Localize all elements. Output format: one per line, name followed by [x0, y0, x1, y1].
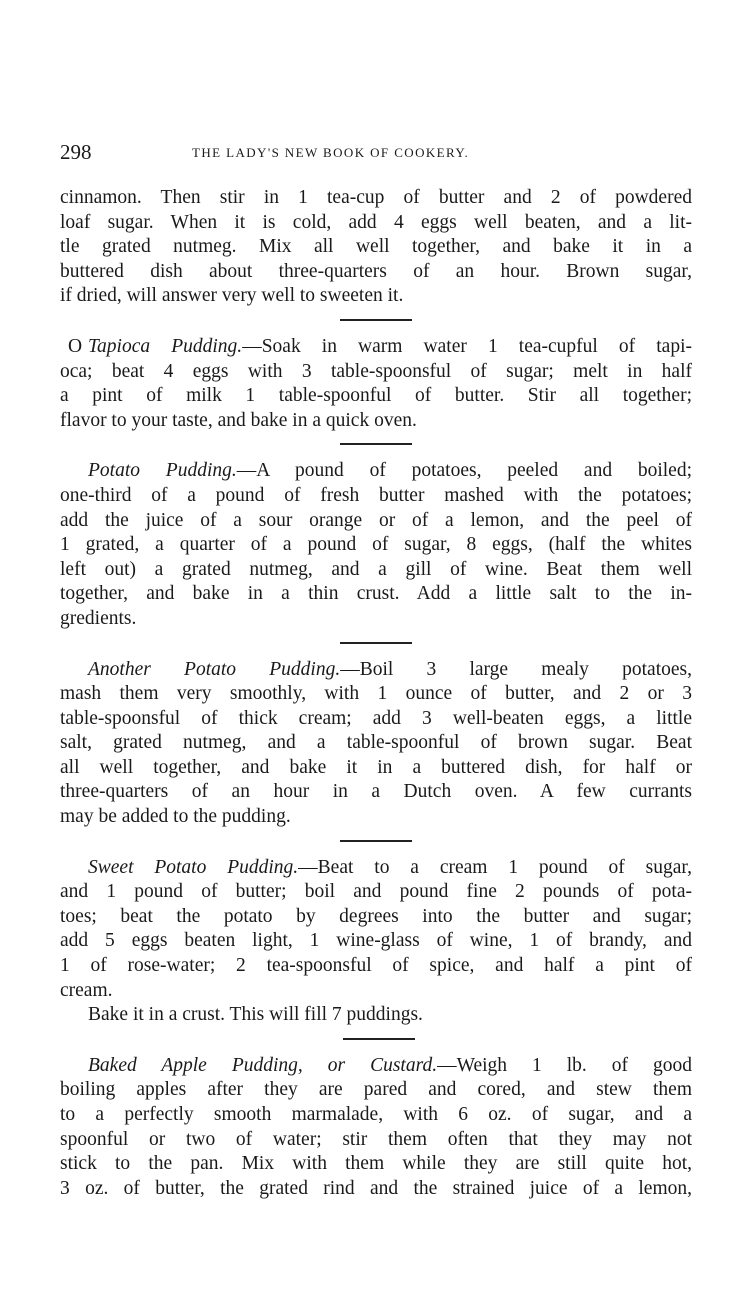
text-line: a pint of milk 1 table-spoonful of butter. Stir all together; — [60, 385, 692, 407]
text-line: one-third of a pound of fresh butter mashed with the potatoes; — [60, 484, 692, 506]
recipe-title: Baked Apple Pudding, or Custard. — [88, 1054, 438, 1076]
text-line: cream. — [60, 979, 113, 1001]
section-divider — [340, 319, 412, 321]
text-line: if dried, will answer very well to sweeten it. — [60, 285, 404, 307]
text-line — [60, 1054, 692, 1079]
section-divider — [340, 642, 412, 644]
recipe-title: Sweet Potato Pudding. — [88, 856, 299, 878]
text-line: to a perfectly smooth marmalade, with 6 oz. of sugar, and a — [60, 1104, 692, 1125]
recipe-sweet-potato-pudding — [60, 856, 692, 1028]
text-line — [60, 335, 692, 360]
text-line: 1 grated, a quarter of a pound of sugar, 8 eggs, (half the whites — [60, 534, 692, 556]
continuation-paragraph — [60, 186, 692, 309]
page-body — [60, 186, 692, 1201]
text-run: —Boil 3 large mealy potatoes, — [340, 658, 693, 680]
text-line: may be added to the pudding. — [60, 806, 291, 828]
text-line: together, and bake in a thin crust. Add a little salt to the in- — [60, 583, 692, 605]
text-line: buttered dish about three-quarters of an hour. Brown sugar, — [60, 260, 692, 282]
text-line: 1 of rose-water; 2 tea-spoonsful of spice, and half a pint of — [60, 955, 692, 977]
text-line: add the juice of a sour orange or of a lemon, and the peel of — [60, 509, 692, 531]
text-run: —Beat to a cream 1 pound of sugar, — [298, 856, 692, 878]
text-line: 3 oz. of butter, the grated rind and the strained juice of a lemon, — [60, 1177, 692, 1199]
text-line: salt, grated nutmeg, and a table-spoonful of brown sugar. Beat — [60, 732, 692, 754]
margin-mark: O — [68, 335, 83, 357]
text-line: left out) a grated nutmeg, and a gill of wine. Beat them well — [60, 558, 692, 580]
text-line: gredients. — [60, 607, 137, 629]
text-line: table-spoonsful of thick cream; add 3 well-beaten eggs, a little — [60, 707, 692, 729]
recipe-title: Potato Pudding. — [88, 460, 237, 482]
recipe-tapioca-pudding — [60, 335, 692, 433]
text-line: tle grated nutmeg. Mix all well together, and bake it in a — [60, 236, 692, 258]
recipe-baked-apple-pudding — [60, 1054, 692, 1202]
text-line: spoonful or two of water; stir them often that they may not — [60, 1128, 692, 1150]
text-line: stick to the pan. Mix with them while they are still quite hot, — [60, 1153, 692, 1175]
text-line — [60, 459, 692, 484]
text-line: cinnamon. Then stir in 1 tea-cup of butter and 2 of powdered — [60, 187, 692, 208]
text-line: boiling apples after they are pared and cored, and stew them — [60, 1079, 692, 1101]
text-line: flavor to your taste, and bake in a quick oven. — [60, 409, 417, 431]
recipe-title: Tapioca Pudding. — [88, 335, 243, 357]
text-run: —Weigh 1 lb. of good — [437, 1054, 693, 1076]
text-line — [60, 856, 692, 881]
text-line: oca; beat 4 eggs with 3 table-spoonsful of sugar; melt in half — [60, 360, 692, 382]
section-divider — [340, 443, 412, 445]
recipe-title: Another Potato Pudding. — [88, 658, 341, 680]
section-divider — [343, 1038, 415, 1040]
text-run: —A pound of potatoes, peeled and boiled; — [236, 460, 693, 482]
recipe-potato-pudding — [60, 459, 692, 631]
page-header — [60, 140, 692, 170]
text-line: loaf sugar. When it is cold, add 4 eggs well beaten, and a lit- — [60, 211, 692, 233]
text-line: and 1 pound of butter; boil and pound fine 2 pounds of pota- — [60, 881, 692, 903]
text-line: add 5 eggs beaten light, 1 wine-glass of wine, 1 of brandy, and — [60, 930, 692, 952]
section-divider — [340, 840, 412, 842]
text-run: —Soak in warm water 1 tea-cupful of tapi- — [242, 335, 692, 357]
running-title: THE LADY'S NEW BOOK OF COOKERY. — [192, 145, 470, 160]
page-number: 298 — [60, 140, 92, 164]
text-line: Bake it in a crust. This will fill 7 puddings. — [88, 1004, 423, 1026]
text-line: mash them very smoothly, with 1 ounce of butter, and 2 or 3 — [60, 683, 692, 705]
text-line: toes; beat the potato by degrees into the butter and sugar; — [60, 905, 692, 927]
text-line — [60, 658, 692, 683]
recipe-another-potato-pudding — [60, 658, 692, 830]
text-line: all well together, and bake it in a buttered dish, for half or — [60, 756, 692, 778]
text-line: three-quarters of an hour in a Dutch oven. A few currants — [60, 781, 692, 803]
